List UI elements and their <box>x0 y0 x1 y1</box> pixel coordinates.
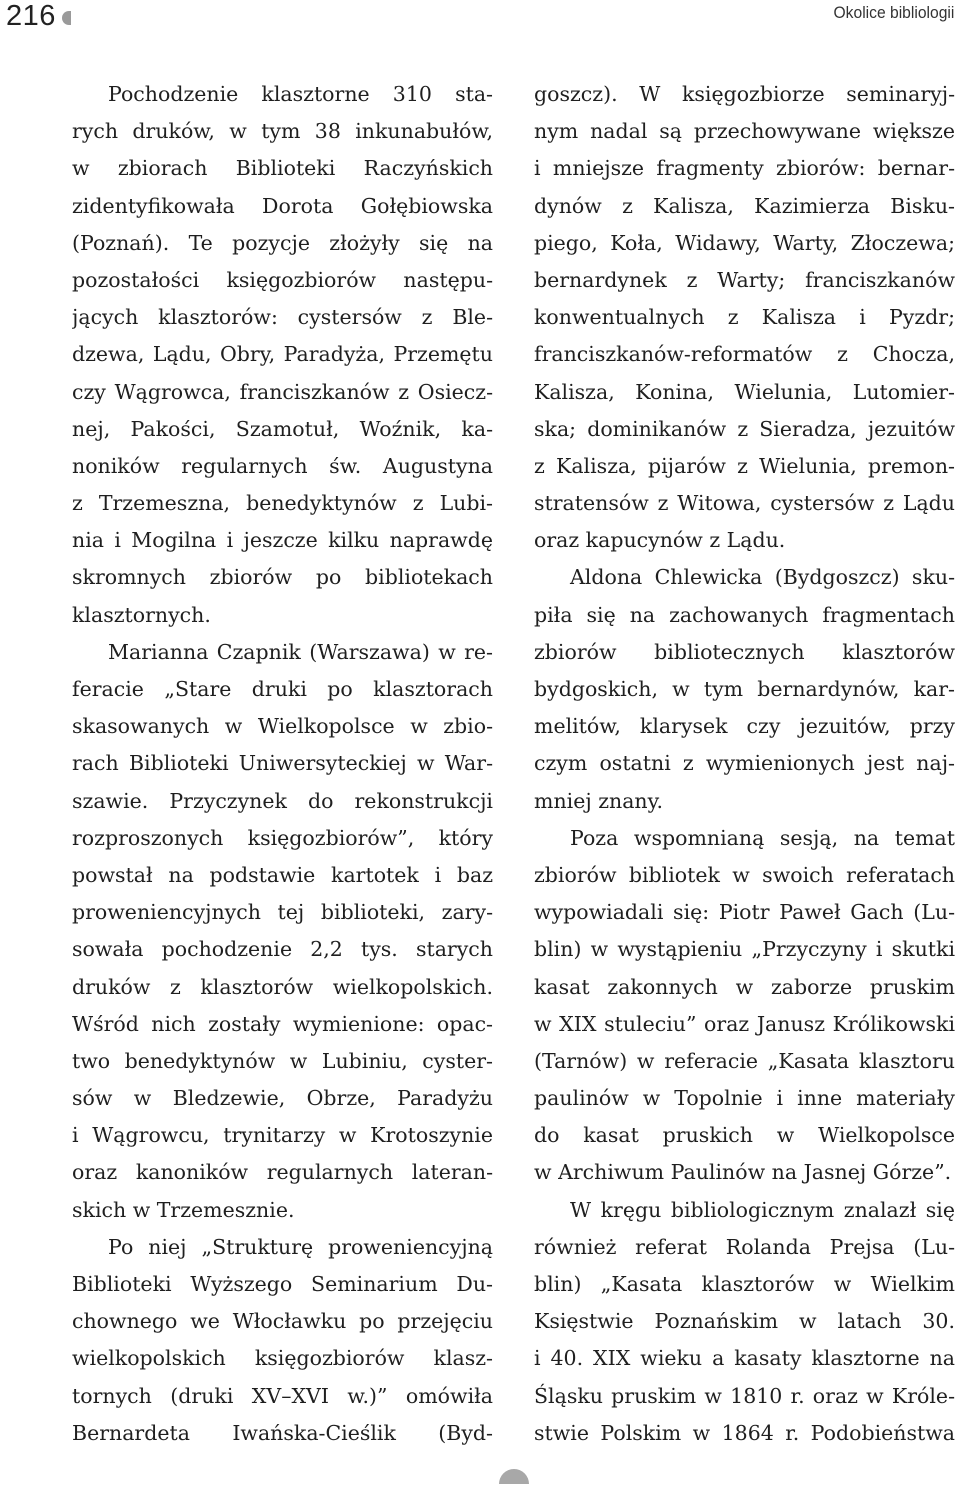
text-line: Biblioteki Wyższego Seminarium Du- <box>72 1272 493 1296</box>
text-line: Aldona Chlewicka (Bydgoszcz) sku- <box>570 565 955 590</box>
text-line: zbiorów bibliotecznych klasztorów <box>534 639 955 664</box>
right-text-column <box>534 76 955 1452</box>
text-line: i Wągrowcu, trynitarzy w Krotoszynie <box>72 1123 493 1148</box>
text-line: tornych (druki XV–XVI w.)” omówiła <box>72 1383 493 1408</box>
page-number: 216 <box>6 0 56 32</box>
text-line: z Trzemeszna, benedyktynów z Lubi- <box>72 491 493 516</box>
text-line: piła się na zachowanych fragmentach <box>534 602 955 627</box>
text-line: bernardynek z Warty; franciszkanów <box>534 267 955 292</box>
text-line: stwie Polskim w 1864 r. Podobieństwa <box>534 1420 955 1445</box>
text-line: Księstwie Poznańskim w latach 30. <box>534 1309 955 1334</box>
text-line: powstał na podstawie kartotek i baz <box>72 862 493 887</box>
text-line: nia i Mogilna i jeszcze kilku naprawdę <box>72 528 493 553</box>
text-line: rach Biblioteki Uniwersyteckiej w War- <box>72 751 493 776</box>
text-line: oraz kapucynów z Lądu. <box>534 528 786 553</box>
text-line: zidentyfikowała Dorota Gołębiowska <box>72 193 493 218</box>
text-line: jących klasztorów: cystersów z Ble- <box>72 305 493 330</box>
text-line: z Kalisza, pijarów z Wielunia, premon- <box>534 453 955 478</box>
text-line: Śląsku pruskim w 1810 r. oraz w Króle- <box>534 1383 955 1408</box>
text-line: Marianna Czapnik (Warszawa) w re- <box>108 639 493 664</box>
left-text-column <box>72 76 493 1452</box>
text-line: Bernardeta Iwańska-Cieślik (Byd- <box>72 1420 493 1445</box>
text-line: Kalisza, Konina, Wielunia, Lutomier- <box>534 379 955 404</box>
text-line: (Poznań). Te pozycje złożyły się na <box>72 230 493 255</box>
text-line: nym nadal są przechowywane większe <box>534 119 955 144</box>
text-line: chownego we Włocławku po przejęciu <box>72 1309 493 1334</box>
text-line: mniej znany. <box>534 788 664 813</box>
text-line: dzewa, Lądu, Obry, Paradyża, Przemętu <box>72 342 493 367</box>
text-line: wielkopolskich księgozbiorów klasz- <box>72 1346 493 1371</box>
text-line: nej, Pakości, Szamotuł, Woźnik, ka- <box>72 416 493 441</box>
text-line: Pochodzenie klasztorne 310 sta- <box>108 82 493 106</box>
text-line: blin) w wystąpieniu „Przyczyny i skutki <box>534 937 955 962</box>
text-line: w zbiorach Biblioteki Raczyńskich <box>72 156 493 181</box>
text-line: klasztornych. <box>72 602 211 627</box>
text-line: oraz kanoników regularnych lateran- <box>72 1160 493 1185</box>
text-line: stratensów z Witowa, cystersów z Lądu <box>534 491 955 516</box>
text-line: blin) „Kasata klasztorów w Wielkim <box>534 1272 955 1296</box>
text-line: goszcz). W księgozbiorze seminaryj- <box>534 82 955 106</box>
text-line: franciszkanów-reformatów z Chocza, <box>534 342 955 367</box>
text-line: skich w Trzemesznie. <box>72 1197 295 1222</box>
text-line: noników regularnych św. Augustyna <box>72 453 493 478</box>
text-line: Po niej „Strukturę proweniencyjną <box>108 1234 493 1259</box>
text-line: Wśród nich zostały wymienione: opac- <box>72 1011 493 1036</box>
text-line: czy Wągrowca, franciszkanów z Osiecz- <box>72 379 493 404</box>
text-line: szawie. Przyczynek do rekonstrukcji <box>72 788 493 813</box>
text-line: sowała pochodzenie 2,2 tys. starych <box>72 937 493 962</box>
text-line: skasowanych w Wielkopolsce w zbio- <box>72 714 493 739</box>
text-line: druków z klasztorów wielkopolskich. <box>72 974 493 999</box>
section-title: Okolice bibliologii <box>833 3 954 22</box>
text-line: dynów z Kalisza, Kazimierza Bisku- <box>534 193 955 218</box>
text-line: melitów, klarysek czy jezuitów, przy <box>534 714 955 739</box>
text-line: i mniejsze fragmenty zbiorów: bernar- <box>534 156 955 181</box>
text-line: skromnych zbiorów po bibliotekach <box>72 565 493 590</box>
text-line: konwentualnych z Kalisza i Pyzdr; <box>534 305 955 330</box>
text-line: do kasat pruskich w Wielkopolsce <box>534 1123 955 1148</box>
text-line: wypowiadali się: Piotr Paweł Gach (Lu- <box>534 900 955 925</box>
text-line: piego, Koła, Widawy, Warty, Złoczewa; <box>534 230 955 255</box>
text-line: W kręgu bibliologicznym znalazł się <box>570 1197 955 1222</box>
text-line: również referat Rolanda Prejsa (Lu- <box>534 1234 955 1259</box>
text-line: ska; dominikanów z Sieradza, jezuitów <box>534 416 955 441</box>
page-bottom-marker <box>499 1469 529 1484</box>
text-line: zbiorów bibliotek w swoich referatach <box>534 862 955 887</box>
text-line: w XIX stuleciu” oraz Janusz Królikowski <box>534 1011 955 1036</box>
text-line: sów w Bledzewie, Obrze, Paradyżu <box>72 1086 493 1111</box>
text-line: feracie „Stare druki po klasztorach <box>72 677 493 701</box>
text-line: (Tarnów) w referacie „Kasata klasztoru <box>534 1048 955 1073</box>
text-line: paulinów w Topolnie i inne materiały <box>534 1086 955 1111</box>
text-line: pozostałości księgozbiorów następu- <box>72 267 493 292</box>
text-line: Poza wspomnianą sesją, na temat <box>570 825 955 850</box>
text-line: rozproszonych księgozbiorów”, który <box>72 825 493 850</box>
text-line: kasat zakonnych w zaborze pruskim <box>534 974 955 999</box>
text-line: czym ostatni z wymienionych jest naj- <box>534 751 955 776</box>
text-line: bydgoskich, w tym bernardynów, kar- <box>534 677 955 701</box>
text-line: i 40. XIX wieku a kasaty klasztorne na <box>534 1346 955 1371</box>
text-line: proweniencyjnych tej biblioteki, zary- <box>72 900 493 925</box>
page-number-marker <box>62 11 71 25</box>
text-line: w Archiwum Paulinów na Jasnej Górze”. <box>534 1160 952 1185</box>
text-line: two benedyktynów w Lubiniu, cyster- <box>72 1048 493 1073</box>
text-line: rych druków, w tym 38 inkunabułów, <box>72 119 493 144</box>
